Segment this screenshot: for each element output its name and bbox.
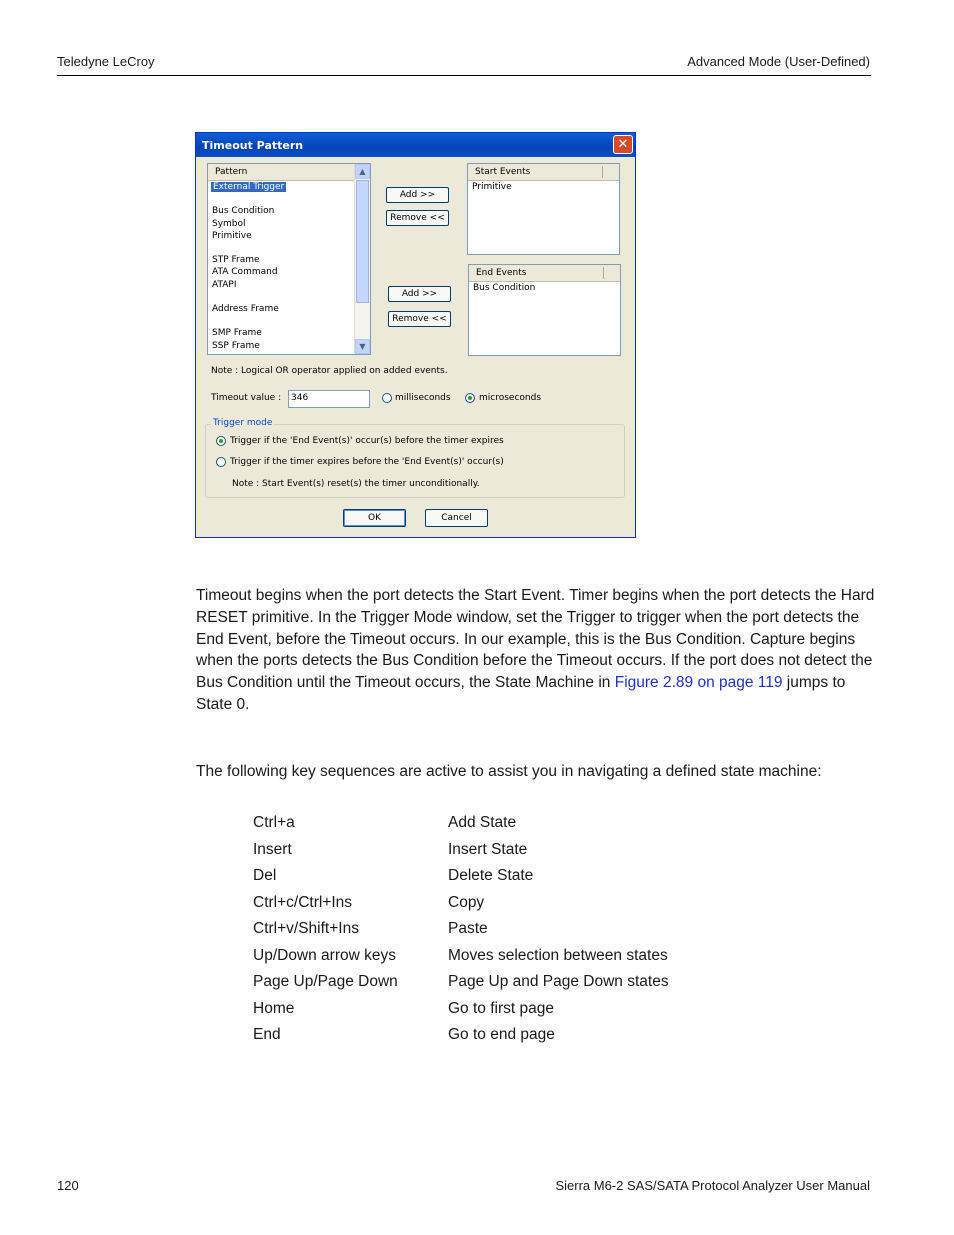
key-combo: Ctrl+c/Ctrl+Ins xyxy=(253,893,353,911)
microseconds-radio[interactable] xyxy=(465,393,475,403)
pattern-item[interactable]: SMP Frame xyxy=(212,328,262,339)
microseconds-label: microseconds xyxy=(479,393,542,403)
header-rule xyxy=(57,75,871,76)
key-combo: Home xyxy=(253,999,295,1017)
pattern-item[interactable]: STP Frame xyxy=(212,255,260,266)
key-action: Paste xyxy=(448,920,488,937)
paragraph-text-end: jumps to State 0. xyxy=(196,674,846,713)
trigger-before-timer-label: Trigger if the 'End Event(s)' occur(s) before the timer expires xyxy=(230,436,504,446)
key-combo: Up/Down arrow keys xyxy=(253,946,396,964)
trigger-timer-expires-label: Trigger if the timer expires before the 'End Event(s)' occur(s) xyxy=(230,457,504,467)
key-action: Go to first page xyxy=(448,999,554,1017)
close-icon[interactable]: ✕ xyxy=(613,135,633,154)
manual-title: Sierra M6-2 SAS/SATA Protocol Analyzer User Manual xyxy=(555,1178,870,1193)
start-event-item[interactable]: Primitive xyxy=(472,182,512,192)
dialog-title: Timeout Pattern xyxy=(202,139,304,152)
running-header-right: Advanced Mode (User-Defined) xyxy=(687,54,870,69)
key-combo: Ctrl+a xyxy=(253,814,295,831)
end-event-item[interactable]: Bus Condition xyxy=(473,283,536,293)
remove-start-event-button[interactable]: Remove << xyxy=(386,210,449,226)
start-events-column-header xyxy=(468,164,619,181)
pattern-scrollbar[interactable] xyxy=(354,164,370,354)
dialog-titlebar xyxy=(196,133,635,157)
pattern-item[interactable]: Primitive xyxy=(212,230,252,241)
key-action: Delete State xyxy=(448,867,534,884)
pattern-listbox[interactable] xyxy=(207,163,371,355)
running-header-left: Teledyne LeCroy xyxy=(57,54,155,69)
key-action: Page Up and Page Down states xyxy=(448,973,669,990)
start-events-listbox[interactable] xyxy=(467,163,620,255)
key-combo: Insert xyxy=(253,840,292,858)
timeout-explanation-paragraph xyxy=(196,585,876,716)
pattern-item[interactable]: Symbol xyxy=(212,218,246,229)
column-separator xyxy=(602,166,603,178)
logical-or-note: Note : Logical OR operator applied on added events. xyxy=(211,366,448,376)
figure-reference-link[interactable]: Figure 2.89 on page 119 xyxy=(614,674,783,692)
key-action: Copy xyxy=(448,893,485,911)
add-end-event-button[interactable]: Add >> xyxy=(388,286,451,302)
start-events-header-label: Start Events xyxy=(475,167,531,177)
end-events-column-header xyxy=(469,265,620,282)
trigger-before-timer-radio[interactable] xyxy=(216,436,226,446)
pattern-item[interactable]: Bus Condition xyxy=(212,206,275,217)
pattern-item[interactable]: ATA Command xyxy=(212,267,278,278)
key-sequences-intro: The following key sequences are active to assist you in navigating a defined state machine: xyxy=(196,763,822,780)
add-start-event-button[interactable]: Add >> xyxy=(386,187,449,203)
column-separator xyxy=(603,267,604,279)
key-action: Insert State xyxy=(448,840,528,858)
timeout-value-input[interactable]: 346 xyxy=(288,390,370,408)
end-events-header-label: End Events xyxy=(476,268,527,278)
timeout-label: Timeout value : xyxy=(211,393,282,403)
key-action: Add State xyxy=(448,814,517,831)
key-action: Moves selection between states xyxy=(448,946,668,964)
pattern-item[interactable]: ATAPI xyxy=(212,279,237,290)
pattern-item[interactable]: Address Frame xyxy=(212,304,279,314)
key-combo: Ctrl+v/Shift+Ins xyxy=(253,920,359,937)
key-combo: Page Up/Page Down xyxy=(253,973,398,990)
pattern-header-label: Pattern xyxy=(215,167,248,177)
page-number: 120 xyxy=(57,1178,79,1193)
ok-button[interactable]: OK xyxy=(343,509,406,527)
pattern-item[interactable]: SSP Frame xyxy=(212,340,260,351)
trigger-mode-note: Note : Start Event(s) reset(s) the timer unconditionally. xyxy=(232,479,480,489)
pattern-column-header xyxy=(208,164,370,181)
key-combo: End xyxy=(253,1026,281,1043)
scroll-down-icon[interactable]: ▼ xyxy=(355,339,370,354)
key-action: Go to end page xyxy=(448,1026,555,1043)
milliseconds-label: milliseconds xyxy=(395,393,451,403)
pattern-item-selected[interactable]: External Trigger xyxy=(213,182,285,192)
end-events-listbox[interactable] xyxy=(468,264,621,356)
paragraph-text: Timeout begins when the port detects the Start Event. Timer begins when the port detects the Hard RESET primitive. In the Trigger Mode window, set the Trigger to trigger when the port detects the End Event, before the Timeout occurs. In our example, this is the Bus Condition. Capture begins when the ports detects the Bus Condition before the Timeout occurs. If the port does not detect the Bus Condition until the Timeout occurs, the State Machine in xyxy=(196,587,875,692)
scroll-thumb[interactable] xyxy=(356,180,369,303)
timeout-pattern-dialog xyxy=(195,132,636,538)
key-combo: Del xyxy=(253,867,277,884)
milliseconds-radio[interactable] xyxy=(382,393,392,403)
scroll-up-icon[interactable]: ▲ xyxy=(355,164,370,179)
cancel-button[interactable]: Cancel xyxy=(425,509,488,527)
remove-end-event-button[interactable]: Remove << xyxy=(388,311,451,327)
trigger-mode-title: Trigger mode xyxy=(213,418,273,428)
trigger-timer-expires-radio[interactable] xyxy=(216,457,226,467)
